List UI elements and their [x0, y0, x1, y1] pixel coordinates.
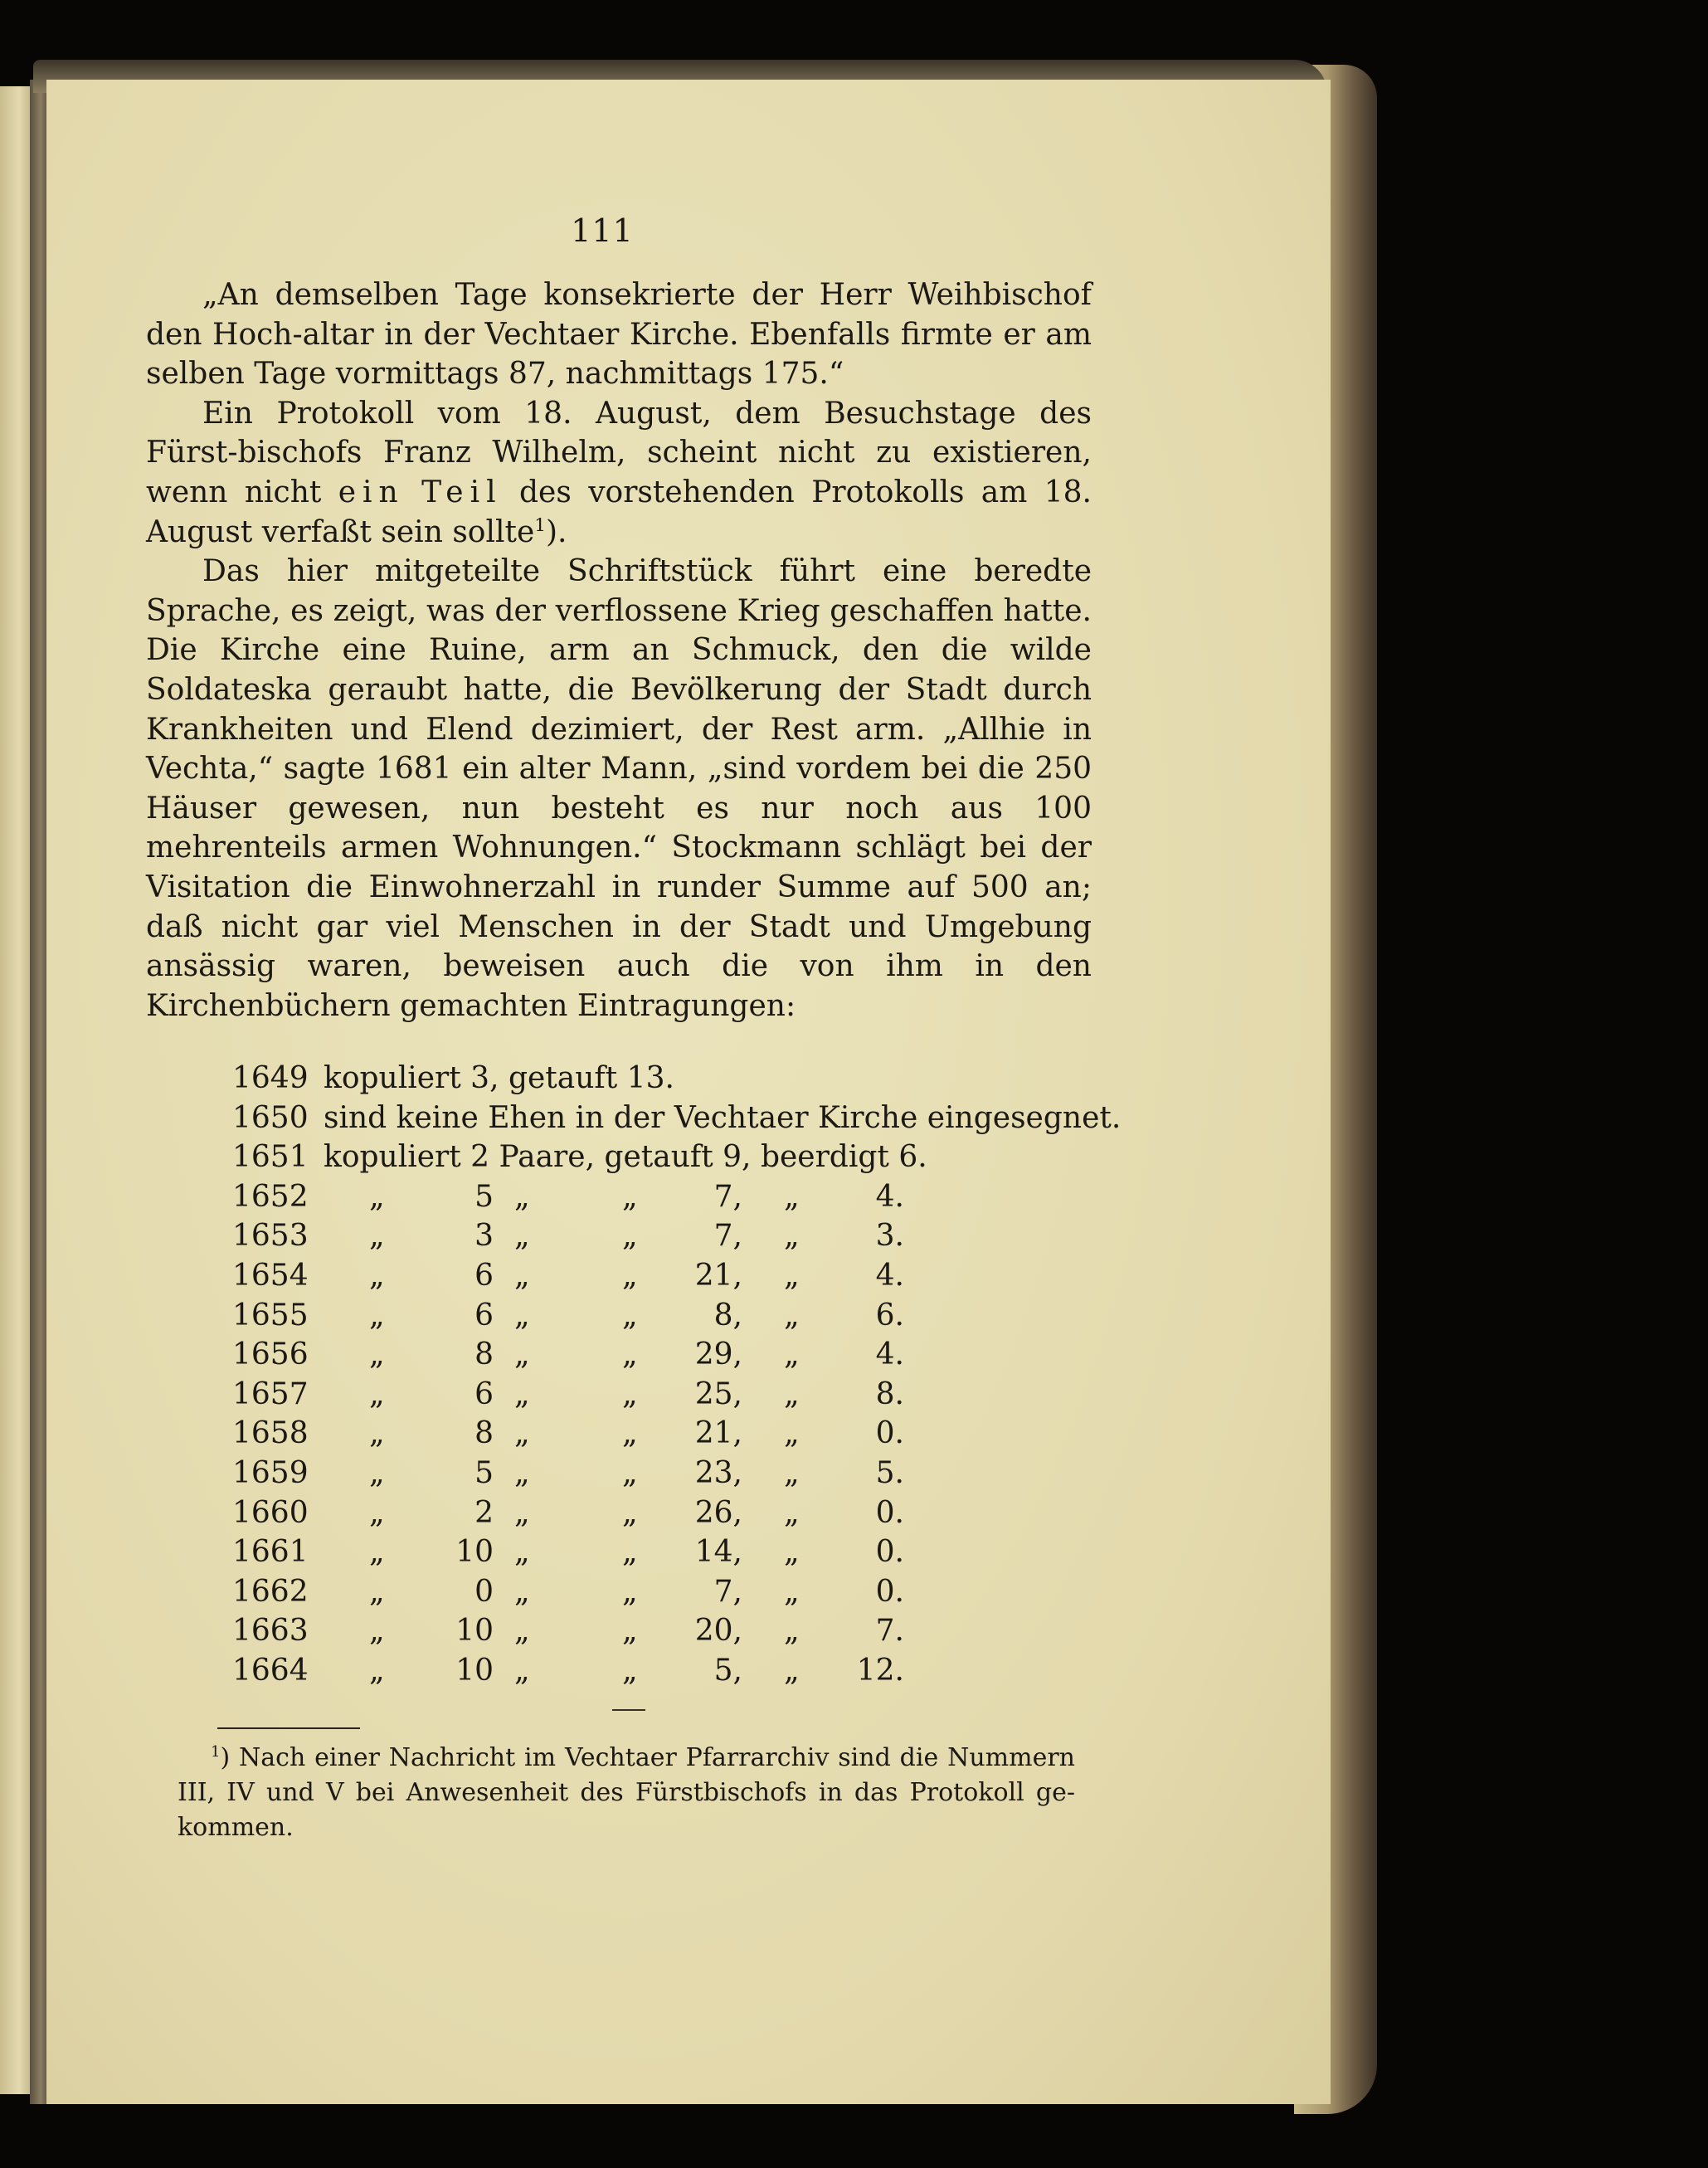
table-row	[149, 1177, 904, 1217]
ditto-mark: „	[369, 1614, 385, 1649]
ditto-mark: „	[514, 1337, 530, 1372]
buried-cell: 6.	[875, 1298, 904, 1332]
year-cell: 1661	[232, 1535, 309, 1570]
ditto-mark: „	[369, 1416, 385, 1451]
baptized-cell: 8,	[713, 1298, 742, 1332]
year-cell: 1652	[232, 1179, 309, 1214]
ditto-mark: „	[784, 1535, 800, 1570]
ditto-mark: „	[514, 1376, 530, 1411]
buried-cell: 0.	[875, 1574, 904, 1609]
footnote	[178, 1741, 1075, 1845]
baptized-cell: 26,	[694, 1495, 742, 1530]
ditto-mark: „	[369, 1219, 385, 1254]
married-cell: 0	[474, 1574, 494, 1609]
spaced-word-teil: Teil	[421, 475, 503, 509]
baptized-cell: 7,	[713, 1219, 742, 1254]
ditto-mark: „	[622, 1535, 638, 1570]
married-cell: 10	[455, 1653, 494, 1688]
year-cell: 1662	[232, 1574, 309, 1609]
ditto-mark: „	[514, 1535, 530, 1570]
year-cell: 1663	[232, 1614, 309, 1649]
baptized-cell: 7,	[713, 1179, 742, 1214]
ditto-mark: „	[369, 1574, 385, 1609]
baptized-cell: 5,	[713, 1653, 742, 1688]
ditto-mark: „	[514, 1219, 530, 1254]
paragraph-2-text: Ein Protokoll vom 18. August, dem Besuchstage des Fürst-bischofs Franz Wilhelm, scheint nicht zu existieren, wenn nicht	[146, 396, 1092, 509]
ditto-mark: „	[784, 1653, 800, 1688]
ditto-mark: „	[784, 1298, 800, 1332]
footnote-marker: 1	[211, 1743, 221, 1761]
ditto-mark: „	[514, 1614, 530, 1649]
year-cell: 1651	[232, 1140, 309, 1175]
baptized-cell: 23,	[694, 1455, 742, 1490]
table-row	[149, 1256, 904, 1296]
table-row	[149, 1611, 904, 1651]
table-row	[149, 1099, 1122, 1138]
table-row	[149, 1296, 904, 1336]
paragraph-2-close: ).	[546, 514, 567, 549]
buried-cell: 0.	[875, 1535, 904, 1570]
ditto-mark: „	[622, 1653, 638, 1688]
ditto-mark: „	[784, 1416, 800, 1451]
ditto-mark: „	[784, 1376, 800, 1411]
ditto-mark: „	[622, 1574, 638, 1609]
buried-cell: 0.	[875, 1495, 904, 1530]
year-cell: 1654	[232, 1258, 309, 1293]
year-cell: 1659	[232, 1455, 309, 1490]
ditto-mark: „	[514, 1416, 530, 1451]
ditto-mark: „	[622, 1298, 638, 1332]
ditto-mark: „	[622, 1337, 638, 1372]
row-text: kopuliert 3, getauft 13.	[324, 1061, 674, 1095]
footnote-ref: 1	[534, 514, 547, 536]
baptized-cell: 21,	[694, 1416, 742, 1451]
table-row	[149, 1059, 896, 1099]
ditto-mark: „	[784, 1614, 800, 1649]
buried-cell: 4.	[875, 1179, 904, 1214]
table-row	[149, 1138, 927, 1177]
married-cell: 8	[474, 1337, 494, 1372]
ditto-mark: „	[514, 1455, 530, 1490]
ditto-mark: „	[784, 1179, 800, 1214]
table-row	[149, 1335, 904, 1375]
table-row	[149, 1493, 904, 1533]
table-row	[149, 1572, 904, 1612]
table-row	[149, 1651, 904, 1691]
baptized-cell: 20,	[694, 1614, 742, 1649]
year-cell: 1649	[232, 1061, 309, 1095]
buried-cell: 12.	[856, 1653, 904, 1688]
married-cell: 3	[474, 1219, 494, 1254]
married-cell: 10	[455, 1614, 494, 1649]
page-number: 111	[571, 212, 634, 249]
table-row	[149, 1414, 904, 1454]
ditto-mark: „	[622, 1219, 638, 1254]
buried-cell: 8.	[875, 1376, 904, 1411]
married-cell: 10	[455, 1535, 494, 1570]
ditto-mark: „	[514, 1574, 530, 1609]
paragraph-3: Das hier mitgeteilte Schriftstück führt eine beredte Sprache, es zeigt, was der verflossene Krieg geschaffen hatte. Die Kirche eine Ruine, arm an Schmuck, den die wilde Soldateska geraubt hatte, die Bevölkerung der Stadt durch Krankheiten und Elend dezimiert, der Rest arm. „Allhie in Vechta,“ sagte 1681 ein alter Mann, „sind vordem bei die 250 Häuser gewesen, nun besteht es nur noch aus 100 mehrenteils armen Wohnungen.“ Stockmann schlägt bei der Visitation die Einwohnerzahl in runder Summe auf 500 an; daß nicht gar viel Menschen in der Stadt und Umgebung ansässig waren, beweisen auch die von ihm in den Kirchenbüchern gemachten Eintragungen:	[146, 554, 1092, 1023]
ditto-mark: „	[622, 1416, 638, 1451]
ditto-mark: „	[622, 1179, 638, 1214]
ditto-mark: „	[784, 1574, 800, 1609]
ditto-mark: „	[622, 1455, 638, 1490]
ditto-mark: „	[514, 1653, 530, 1688]
ditto-mark: „	[369, 1179, 385, 1214]
ditto-mark: „	[369, 1258, 385, 1293]
married-cell: 5	[474, 1179, 494, 1214]
buried-cell: 3.	[875, 1219, 904, 1254]
ditto-mark: „	[369, 1298, 385, 1332]
married-cell: 5	[474, 1455, 494, 1490]
married-cell: 8	[474, 1416, 494, 1451]
footnote-text: ) Nach einer Nachricht im Vechtaer Pfarrarchiv sind die Nummern III, IV und V bei Anwesenheit des Fürstbischofs in das Protokoll ge-kommen.	[178, 1743, 1075, 1842]
footnote-rule	[217, 1727, 360, 1729]
buried-cell: 7.	[875, 1614, 904, 1649]
year-cell: 1653	[232, 1219, 309, 1254]
buried-cell: 4.	[875, 1337, 904, 1372]
ditto-mark: „	[514, 1179, 530, 1214]
married-cell: 6	[474, 1298, 494, 1332]
spaced-word-ein: ein	[338, 475, 405, 509]
married-cell: 6	[474, 1258, 494, 1293]
year-cell: 1664	[232, 1653, 309, 1688]
table-row	[149, 1532, 904, 1572]
ditto-mark: „	[369, 1376, 385, 1411]
married-cell: 6	[474, 1376, 494, 1411]
paragraph-1: „An demselben Tage konsekrierte der Herr Weihbischof den Hoch-altar in der Vechtaer Kirche. Ebenfalls firmte er am selben Tage vormittags 87, nachmittags 175.“	[146, 278, 1092, 392]
year-cell: 1655	[232, 1298, 309, 1332]
year-cell: 1656	[232, 1337, 309, 1372]
baptized-cell: 14,	[694, 1535, 742, 1570]
buried-cell: 4.	[875, 1258, 904, 1293]
ditto-mark: „	[369, 1455, 385, 1490]
ditto-mark: „	[514, 1298, 530, 1332]
baptized-cell: 7,	[713, 1574, 742, 1609]
parish-records-table	[149, 1059, 1122, 1691]
ditto-mark: „	[369, 1495, 385, 1530]
main-text	[146, 275, 1092, 1026]
ditto-mark: „	[784, 1258, 800, 1293]
row-text: sind keine Ehen in der Vechtaer Kirche eingesegnet.	[324, 1100, 1122, 1135]
married-cell: 2	[474, 1495, 494, 1530]
ditto-mark: „	[784, 1219, 800, 1254]
ditto-mark: „	[622, 1614, 638, 1649]
year-cell: 1657	[232, 1376, 309, 1411]
section-mark	[612, 1709, 645, 1711]
ditto-mark: „	[622, 1495, 638, 1530]
ditto-mark: „	[622, 1376, 638, 1411]
baptized-cell: 29,	[694, 1337, 742, 1372]
ditto-mark: „	[369, 1653, 385, 1688]
ditto-mark: „	[369, 1337, 385, 1372]
year-cell: 1650	[232, 1100, 309, 1135]
buried-cell: 5.	[875, 1455, 904, 1490]
table-row	[149, 1454, 904, 1493]
ditto-mark: „	[784, 1455, 800, 1490]
row-text: kopuliert 2 Paare, getauft 9, beerdigt 6.	[324, 1140, 927, 1175]
table-row	[149, 1375, 904, 1415]
baptized-cell: 21,	[694, 1258, 742, 1293]
buried-cell: 0.	[875, 1416, 904, 1451]
ditto-mark: „	[784, 1495, 800, 1530]
book-page	[46, 80, 1331, 2104]
paragraph-2-tail: des vorstehenden Protokolls am 18. August verfaßt sein sollte	[146, 475, 1092, 549]
baptized-cell: 25,	[694, 1376, 742, 1411]
year-cell: 1658	[232, 1416, 309, 1451]
ditto-mark: „	[514, 1258, 530, 1293]
table-row	[149, 1216, 904, 1256]
ditto-mark: „	[369, 1535, 385, 1570]
ditto-mark: „	[514, 1495, 530, 1530]
ditto-mark: „	[622, 1258, 638, 1293]
ditto-mark: „	[784, 1337, 800, 1372]
paragraph-2	[146, 394, 1092, 552]
year-cell: 1660	[232, 1495, 309, 1530]
